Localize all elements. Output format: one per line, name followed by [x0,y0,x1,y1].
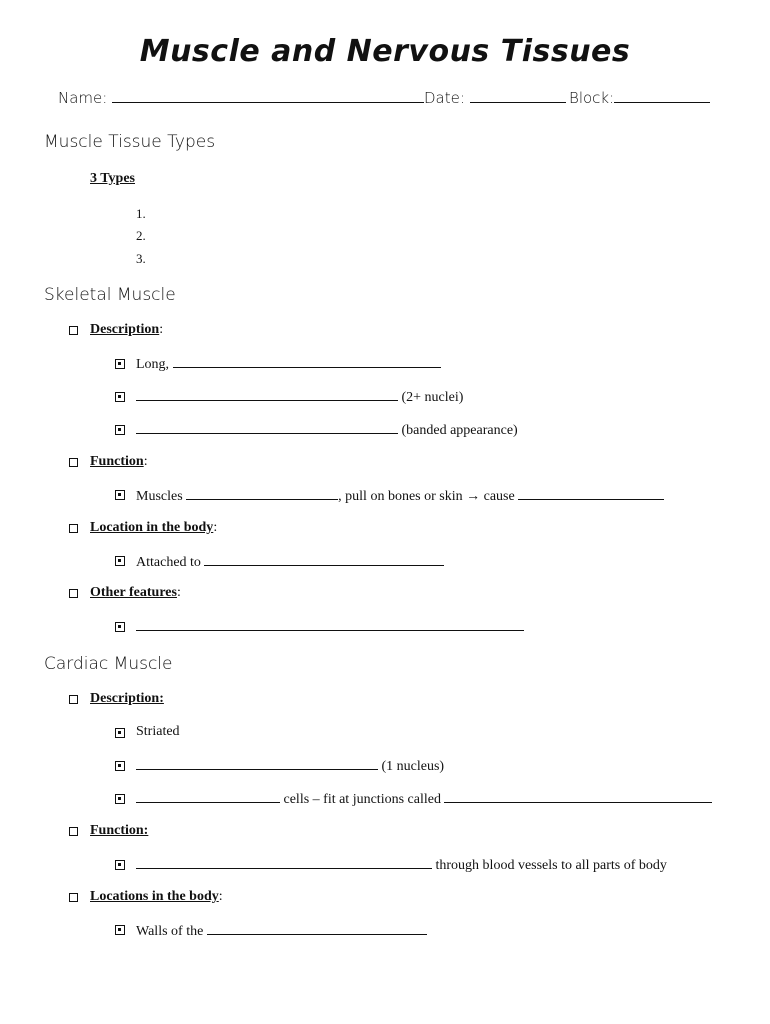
date-field [424,88,566,107]
skeletal-location: Location in the body: [90,520,218,535]
arrow-icon: → [466,489,481,504]
three-types-subheading: 3 Types [90,171,135,186]
name-label: Name: [58,89,108,107]
cardiac-desc-nucleus: (1 nucleus) [136,757,444,775]
checkbox-icon[interactable] [69,827,78,836]
checkbox-icon[interactable] [69,458,78,467]
cardiac-locations: Locations in the body: [90,889,223,904]
cardiac-description-label: Description: [90,691,164,706]
bullet-icon [115,761,125,771]
bullet-icon [115,425,125,435]
name-blank[interactable] [112,88,424,103]
bullet-icon [115,794,125,804]
skeletal-function: Function: [90,454,148,469]
name-field [58,88,424,107]
checkbox-icon[interactable] [69,893,78,902]
cardiac-desc-cells: cells – fit at junctions called [136,790,712,808]
skeletal-function-muscles: Muscles , pull on bones or skin → cause [136,487,664,505]
cardiac-function-through: through blood vessels to all parts of body [136,856,667,874]
location-label: Location in the body [90,520,214,535]
bullet-icon [115,359,125,369]
checkbox-icon[interactable] [69,695,78,704]
skeletal-other-blank [136,618,524,636]
type-item-2: 2. [136,228,146,243]
cardiac-heading: Cardiac Muscle [44,654,173,674]
cardiac-locations-walls: Walls of the [136,922,427,940]
page-title: Muscle and Nervous Tissues [139,34,631,69]
cardiac-desc-striated: Striated [136,724,180,739]
description-label: Description [90,322,160,337]
checkbox-icon[interactable] [69,524,78,533]
date-blank[interactable] [470,88,566,103]
bullet-icon [115,622,125,632]
other-features-label: Other features [90,585,177,600]
bullet-icon [115,925,125,935]
locations-label: Locations in the body [90,889,219,904]
bullet-icon [115,556,125,566]
skeletal-description: Description: [90,322,164,337]
checkbox-icon[interactable] [69,326,78,335]
block-label: Block: [569,89,615,107]
block-blank[interactable] [614,88,710,103]
checkbox-icon[interactable] [69,589,78,598]
block-field [569,88,710,107]
skeletal-heading: Skeletal Muscle [44,285,176,305]
skeletal-location-attached: Attached to [136,553,444,571]
skeletal-desc-nuclei: (2+ nuclei) [136,388,463,406]
bullet-icon [115,392,125,402]
skeletal-other: Other features: [90,585,181,600]
bullet-icon [115,860,125,870]
bullet-icon [115,728,125,738]
function-label: Function [90,454,144,469]
date-label: Date: [424,89,465,107]
skeletal-desc-long: Long, [136,355,441,373]
bullet-icon [115,490,125,500]
muscle-types-heading: Muscle Tissue Types [44,132,216,152]
type-item-3: 3. [136,251,146,266]
type-item-1: 1. [136,206,146,221]
cardiac-function-label: Function: [90,823,149,838]
skeletal-desc-banded: (banded appearance) [136,421,518,439]
